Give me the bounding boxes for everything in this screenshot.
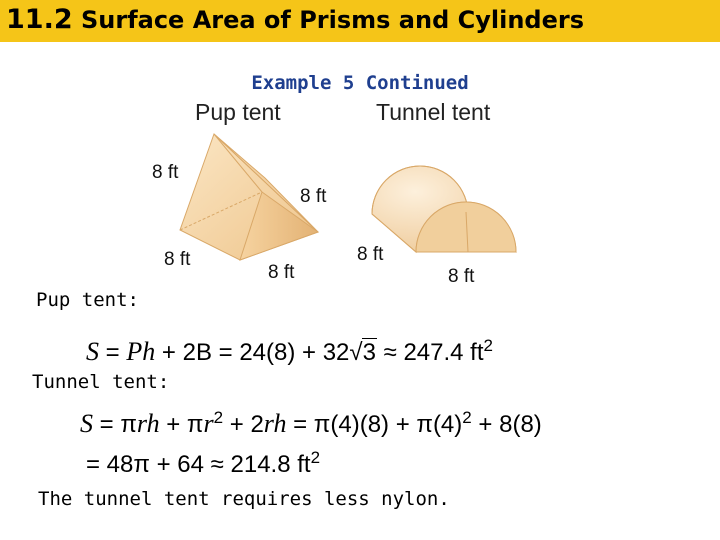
pup-equation: S = Ph + 2B = 24(8) + 32√3 ≈ 247.4 $ft^2$ [86,336,493,366]
pup-right-label: 8 ft [300,186,327,207]
pup-heading: Pup tent: [36,289,139,311]
section-number: 11.2 [6,4,73,35]
pup-bottom-left-label: 8 ft [164,249,191,270]
tunnel-bottom-label: 8 ft [448,266,475,287]
eq-symbol: rh [263,409,287,438]
eq-symbol: rh [136,409,160,438]
eq-text: = 48π + 64 ≈ 214.8 ft [86,451,311,478]
tunnel-heading: Tunnel tent: [32,371,170,393]
eq-exponent: 2 [213,408,224,427]
pup-height-label: 8 ft [152,162,179,183]
tunnel-tent-shape [372,166,516,252]
eq-symbol: S [80,409,93,438]
eq-text: = π(4)(8) + π(4) [286,411,463,438]
eq-symbol: P [126,337,143,366]
eq-exponent: 2 [483,336,493,355]
eq-symbol: r [203,409,214,438]
eq-exponent: 2 [462,408,472,427]
eq-text: + π [159,411,204,438]
sqrt-radicand: 3 [362,339,376,366]
eq-symbol: h [142,337,156,366]
pup-tent-shape [180,134,318,260]
eq-text: + 2 [223,411,264,438]
eq-text: = π [99,411,137,438]
eq-exponent: 2 [310,448,321,467]
pup-tent-label: Pup tent [195,99,281,125]
title-text: Surface Area of Prisms and Cylinders [80,6,584,34]
example-subtitle: Example 5 Continued [251,72,469,94]
eq-text: = 24(8) + 32 [218,339,350,366]
eq-text: = [105,339,120,366]
eq-symbol: S [86,337,99,366]
pup-bottom-right-label: 8 ft [268,262,295,283]
eq-text: + [161,339,176,366]
tunnel-left-label: 8 ft [357,244,384,265]
eq-text: ≈ 247.4 ft [383,339,484,366]
eq-text: + 8(8) [471,411,542,438]
conclusion-text: The tunnel tent requires less nylon. [38,488,450,510]
tunnel-tent-label: Tunnel tent [376,99,491,125]
tunnel-equation-line1 [80,408,542,439]
eq-text: 2B [182,339,212,366]
tunnel-equation-line2 [86,448,320,479]
